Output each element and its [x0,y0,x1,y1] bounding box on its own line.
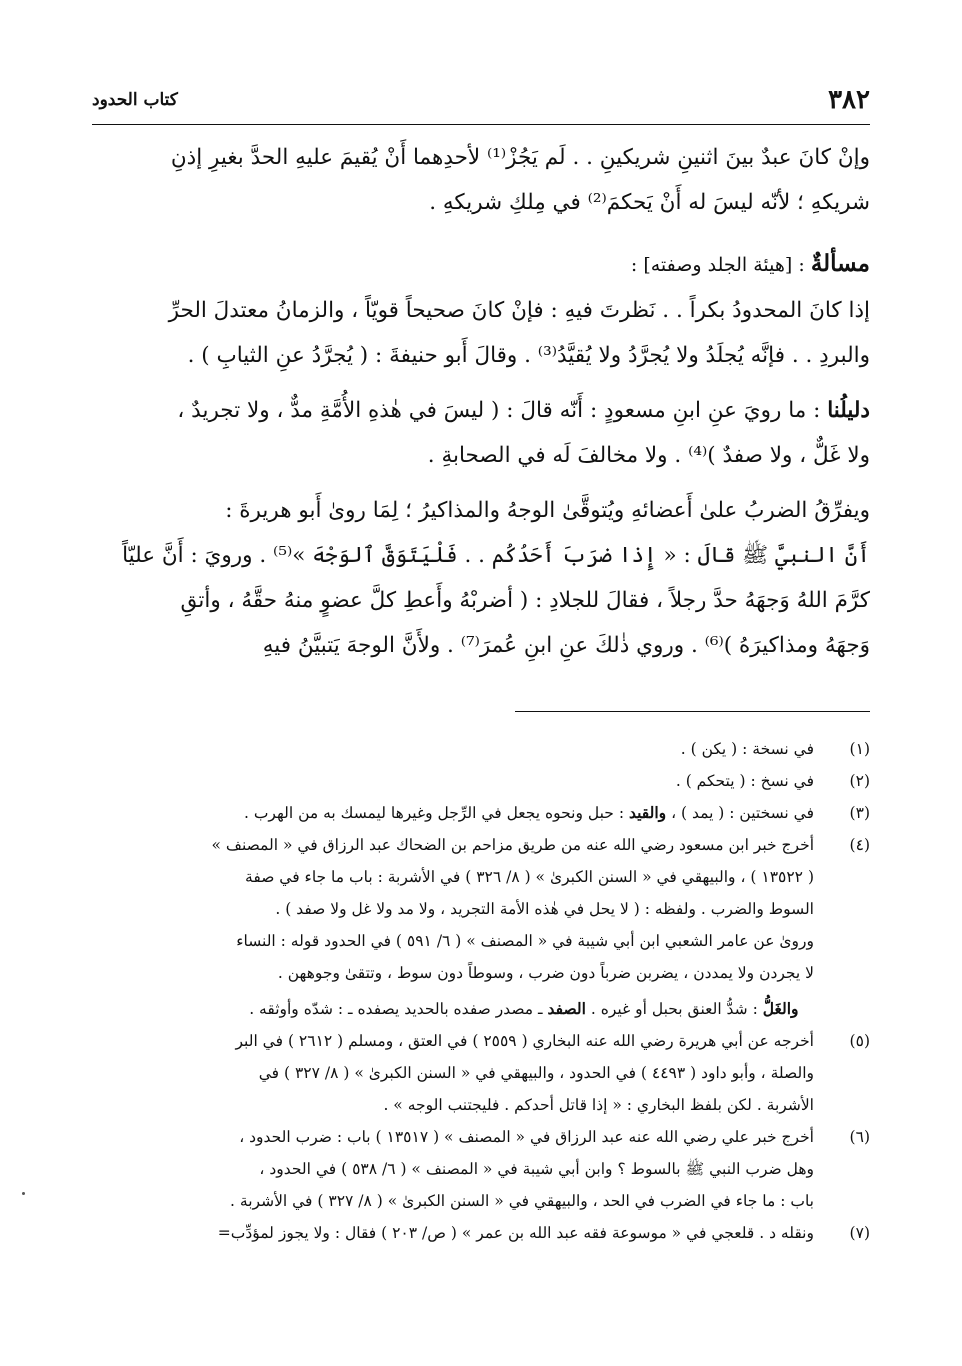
footnote [92,765,870,797]
footnote-line: والصلة ، وأبو داود ( ٤٤٩٣ ) في الحدود ، والبيهقي في « السنن الكبرىٰ » ( ٨/ ٣٢٧ ) في [258,1064,814,1082]
paragraph-text: : ما رويَ عنِ ابنِ مسعودٍ : أَنّه قالَ : ( ليسَ في هٰذهِ الأُمَّةِ مدٌّ ، ولا تجريدٌ ، [177,398,828,423]
footnote-line: وروىٰ عن عامر الشعبي ابن أبي شيبة في « المصنف » ( ٦/ ٥٩١ ) في الحدود قوله : النساء [236,932,814,950]
footnotes [92,733,870,1249]
defined-term: والغَلُّ [762,999,799,1018]
footnote-text-part: ـ مصدر صفده بالحديد يصفده ـ : شدّه وأوثقه . [249,1000,548,1018]
footnote-line: وهل ضرب النبي ﷺ بالسوط ؟ وابن أبي شيبة في « المصنف » ( ٦/ ٥٣٨ ) في الحدود ، [259,1160,814,1178]
footnote-line: السوط والضرب . ولفظه : ( لا يحل في هٰذه الأمة التجريد ، ولا مد ولا غل ولا صفد ) . [275,900,814,918]
main-text [92,135,870,668]
paragraph-line: أَنَّ النبيَّ ﷺ قالَ : « إِذا ضرَبَ أَحَدُكُم . . فَلْيَتَوَقَّ ٱلوَجْهَ »⁽⁵⁾ . ورويَ : أَنَّ عليّاً [122,543,870,568]
footnote-text-part: : حبل ونحوه يجعل في الرِّجل وغيرها ليمسك به من الهرب . [243,804,629,822]
footnote-number: (١) [849,740,870,758]
footnote-number: (٣) [849,804,870,822]
heading-word: مسألةٌ [810,250,870,277]
footnote [92,733,870,765]
footnote-line: ( ١٣٥٢٢ ) ، والبيهقي في « السنن الكبرىٰ » ( ٨/ ٣٢٦ ) في الأشربة : باب ما جاء في صفة [245,868,814,886]
footnote-text: أخرجه عن أبي هريرة رضي الله عنه البخاري ( ٢٥٥٩ ) في العتق ، ومسلم ( ٢٦١٢ ) في البر [235,1032,814,1050]
footnote-number: (٧) [849,1224,870,1242]
footnote-number: (٦) [849,1128,870,1146]
footnote [92,797,870,829]
footnote [92,1025,870,1057]
defined-term: الصفد [547,999,586,1018]
section-heading [92,241,870,288]
heading-subtitle: : [هيئة الجلد وصفته] : [630,254,811,276]
footnote-text: ونقله د . قلعجي في « موسوعة فقه عبد الله بن عمر » ( ص/ ٢٠٣ ) فقال : ولا يجوز لمؤدِّب= [217,1224,814,1242]
footnote-line: الأشربة . لكن بلفظ البخاري : « إذا قاتل أحدكم . فليجتنب الوجه » . [383,1096,814,1114]
footnote-definitions [92,993,814,1025]
paragraph-line: وإنْ كانَ عبدٌ بينَ اثنينِ شريكينِ . . لَم يَجُزْ⁽¹⁾ لأحدِهما أَنْ يُقيمَ عليهِ الحدَّ بغيرِ إذنِ [170,145,870,170]
evidence-label: دليلُنا [827,398,870,423]
paragraph-line: إذا كانَ المحدودُ بكراً . . نَظرتَ فيهِ : فإنْ كانَ صحيحاً قويّاً ، والزمانُ معتدلَ الحرِّ [168,298,870,323]
footnote-number: (٤) [849,836,870,854]
margin-mark [22,1192,25,1195]
paragraph-line: ولا غَلٌّ ، ولا صفدٌ )⁽⁴⁾ . ولا مخالفَ لَه في الصحابةِ . [427,443,870,468]
paragraph-line: كرَّمَ اللهُ وَجهَهُ حدَّ رجلاً ، فقالَ للجلادِ : ( أضربْهُ وأَعطِ كلَّ عضوٍ منهُ حقَّهُ ، وأتقِ [180,588,870,613]
footnote-text-part: في نسختين : ( يمد ) ، [666,804,814,822]
footnote-text-part: : شدُّ العنق بحبل أو غيره . [585,1000,763,1018]
footnote-number: (٢) [849,772,870,790]
page-header [92,80,870,125]
footnote-text: أخرج خبر علي رضي الله عنه عبد الرزاق في « المصنف » ( ١٣٥١٧ ) باب : ضرب الحدود ، [239,1128,814,1146]
paragraph-line: ويفرِّقُ الضربُ علىٰ أَعضائهِ ويُتوقَّىٰ الوجهُ والمذاكيرُ ؛ لِمَا روىٰ أَبو هريرةَ : [225,498,870,523]
paragraph-line: والبردِ . . فإنَّه يُجلَدُ ولا يُجرَّدُ ولا يُقيَّدُ⁽³⁾ . وقالَ أَبو حنيفةَ : ( يُجرَّدُ عنِ الثيابِ ) . [187,343,870,368]
footnote-number: (٥) [849,1032,870,1050]
defined-term: والقيد [628,803,667,822]
footnote-line: باب : ما جاء في الضرب في الحد ، والبيهقي في « السنن الكبرىٰ » ( ٨/ ٣٢٧ ) في الأشربة . [230,1192,814,1210]
footnote-text [92,797,814,829]
footnote-text: في نسخة : ( يكن ) . [680,740,814,758]
footnote [92,1121,870,1153]
paragraph-line [92,388,870,433]
footnote-text: أخرج خبر ابن مسعود رضي الله عنه من طريق مزاحم بن الضحاك عبد الرزاق في « المصنف » [211,836,814,854]
footnote [92,829,870,861]
paragraph-line: شريكهِ ؛ لأنّه ليسَ له أَنْ يَحكمَ⁽²⁾ في مِلكِ شريكهِ . [429,190,870,215]
footnote-line: لا يجردن ولا يمددن ، يضربن ضرباً دون ضرب ، وسوطاً دون سوط ، وتتقىٰ وجوههن . [277,964,814,982]
footnote-separator [515,711,870,712]
footnote [92,1217,870,1249]
running-title: كتاب الحدود [92,90,178,110]
paragraph-line: وَجهَهُ ومذاكيرَهُ )⁽⁶⁾ . وروي ذٰلكَ عنِ ابنِ عُمرَ⁽⁷⁾ . ولأَنَّ الوجهَ يَتبيَّنُ فيهِ [262,633,870,658]
page-number: ٣٨٢ [828,85,870,115]
footnote-text: في نسخ : ( يتحكم ) . [675,772,814,790]
